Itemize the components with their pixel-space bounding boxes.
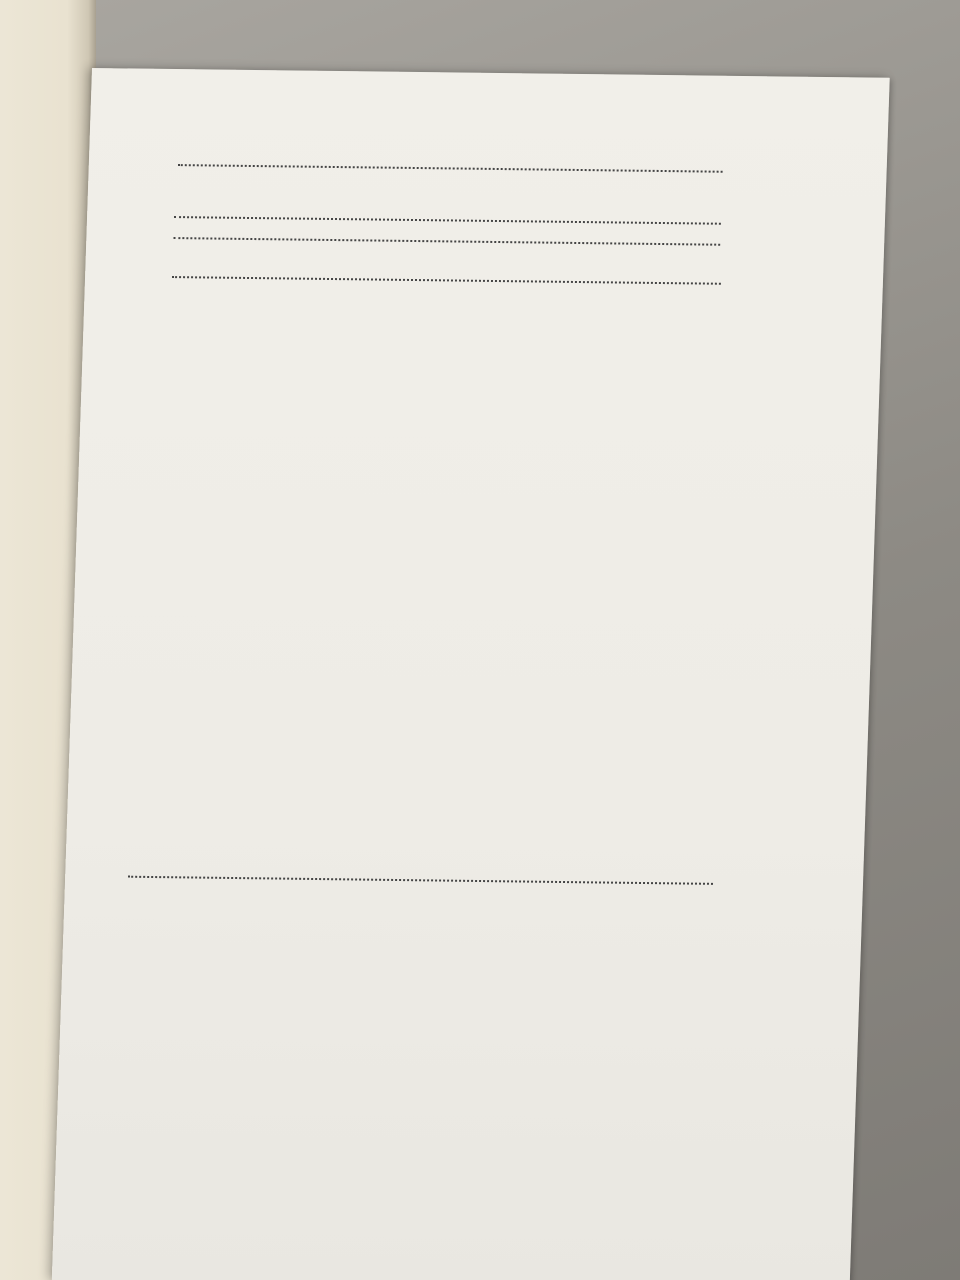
left-page-number (0, 267, 16, 288)
leader-dots (178, 164, 723, 173)
toc-entry (171, 219, 753, 228)
left-page-number (0, 246, 16, 267)
toc-title-entry (175, 167, 755, 176)
left-page-number (0, 330, 16, 351)
section-rytmiske-items (92, 68, 890, 78)
leader-dots (128, 876, 713, 885)
section-lyttelege-items (92, 68, 890, 78)
table-of-contents (92, 68, 890, 78)
left-page-number (0, 309, 16, 330)
left-page-number (0, 180, 16, 201)
left-page-number (0, 288, 16, 309)
left-page-number (0, 225, 16, 246)
leader-dots (172, 276, 721, 285)
section-heading-entry (169, 279, 753, 288)
section-heading-entry (125, 879, 745, 889)
toc-entry (170, 240, 752, 249)
right-page (52, 68, 890, 1280)
leader-dots (173, 237, 720, 246)
leader-dots (174, 216, 721, 225)
left-page-numbers (0, 180, 16, 351)
